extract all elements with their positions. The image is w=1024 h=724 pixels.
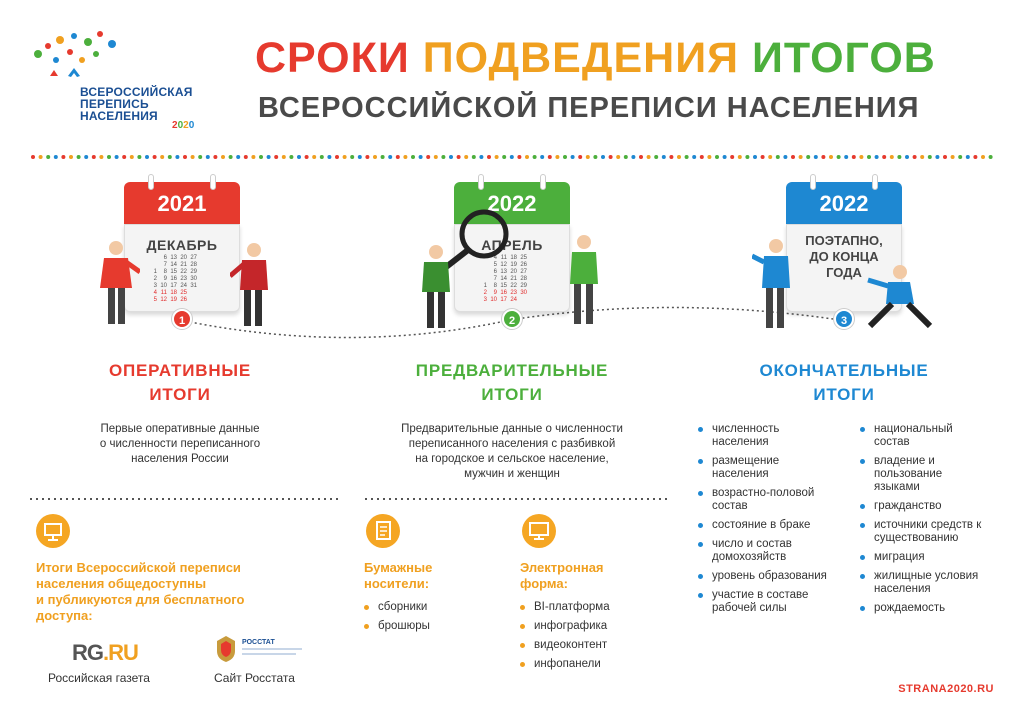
final-results-item: миграция xyxy=(860,551,990,564)
final-results-item: владение и пользование языками xyxy=(860,455,990,494)
calendar-december-2021 xyxy=(124,182,240,312)
paper-media-list xyxy=(364,601,494,639)
calendar-ring-icon xyxy=(148,174,154,190)
final-results-item: источники средств к существованию xyxy=(860,519,990,545)
electronic-form-title: Электронная форма: xyxy=(520,560,604,591)
presentation-icon xyxy=(36,514,70,548)
calendar-ring-icon xyxy=(478,174,484,190)
final-results-item: участие в составе рабочей силы xyxy=(698,589,828,615)
final-results-item: гражданство xyxy=(860,500,990,513)
final-results-list-2 xyxy=(860,423,1010,621)
rosstat-subtitle-line xyxy=(242,653,296,655)
dotted-divider xyxy=(30,154,994,160)
person-illustration-icon xyxy=(96,240,140,330)
stage-number-1: 1 xyxy=(172,309,192,329)
electronic-form-item: BI-платформа xyxy=(520,601,670,614)
operative-description: Первые оперативные данные о численности переписанного населения России xyxy=(99,423,261,465)
final-results-item: рождаемость xyxy=(860,602,990,615)
stage-number-3: 3 xyxy=(834,309,854,329)
final-results-item: возрастно-половой состав xyxy=(698,487,828,513)
logo-year: 2020 xyxy=(172,120,195,131)
logo-text: ВСЕРОССИЙСКАЯ ПЕРЕПИСЬ НАСЕЛЕНИЯ xyxy=(80,85,193,123)
census-logo xyxy=(30,30,220,140)
stage-number-2: 2 xyxy=(502,309,522,329)
calendar-month: ДЕКАБРЬ xyxy=(146,237,218,253)
rosstat-logo: РОССТАТ xyxy=(242,639,275,646)
final-results-item: жилищные условия населения xyxy=(860,570,990,596)
final-results-item: размещение населения xyxy=(698,455,828,481)
paper-media-item: сборники xyxy=(364,601,494,614)
calendar-year: 2022 xyxy=(454,182,570,224)
preliminary-description: Предварительные данные о численности переписанного населения с разбивкой на городское и сельское население, мужчин и женщин xyxy=(401,423,623,480)
footer-site-link[interactable]: STRANA2020.RU xyxy=(898,683,994,695)
final-results-item: состояние в браке xyxy=(698,519,828,532)
title-word: ПОДВЕДЕНИЯ xyxy=(409,34,740,82)
calendar-grid-icon: 6 13 20 27 7 14 21 28 1 8 15 22 29 2 9 16 23 30 3 10 17 24 31 4 11 18 25 5 12 19 26 xyxy=(153,255,197,303)
heading-preliminary-results: ПРЕДВАРИТЕЛЬНЫЕ ИТОГИ xyxy=(415,361,609,404)
rosstat-subtitle-line xyxy=(242,648,302,650)
public-access-text: Итоги Всероссийской переписи населения общедоступны и публикуются для бесплатного доступа: xyxy=(36,560,245,623)
final-results-item: число и состав домохозяйств xyxy=(698,538,828,564)
calendar-month: АПРЕЛЬ xyxy=(481,237,543,253)
page-title-text xyxy=(255,34,936,82)
electronic-form-list xyxy=(520,601,670,677)
electronic-form-item: инфографика xyxy=(520,620,670,633)
electronic-form-item: видеоконтент xyxy=(520,639,670,652)
source-rosstat-label: Сайт Росстата xyxy=(214,671,295,685)
final-results-item: численность населения xyxy=(698,423,828,449)
person-illustration-icon xyxy=(230,242,274,332)
calendar-ring-icon xyxy=(810,174,816,190)
final-results-item: национальный состав xyxy=(860,423,990,449)
rosstat-emblem-icon xyxy=(214,634,238,664)
person-illustration-icon xyxy=(562,232,606,332)
final-results-list-1 xyxy=(698,423,848,621)
calendar-ring-icon xyxy=(210,174,216,190)
calendar-note: ПОЭТАПНО, ДО КОНЦА ГОДА xyxy=(805,233,883,280)
logo-confetti-icon xyxy=(30,30,150,90)
calendar-ring-icon xyxy=(872,174,878,190)
monitor-icon xyxy=(522,514,556,548)
title-word: СРОКИ xyxy=(255,34,410,82)
electronic-form-item: инфопанели xyxy=(520,658,670,671)
paper-media-title: Бумажные носители: xyxy=(364,560,433,591)
page-title xyxy=(255,34,936,83)
page-subtitle: ВСЕРОССИЙСКОЙ ПЕРЕПИСИ НАСЕЛЕНИЯ xyxy=(258,92,920,124)
source-rg-label: Российская газета xyxy=(48,671,150,685)
paper-media-item: брошюры xyxy=(364,620,494,633)
final-results-item: уровень образования xyxy=(698,570,828,583)
person-illustration-icon xyxy=(416,244,460,334)
heading-operative-results: ОПЕРАТИВНЫЕ ИТОГИ xyxy=(109,361,251,404)
person-illustration-icon xyxy=(866,264,936,334)
calendar-ring-icon xyxy=(540,174,546,190)
person-illustration-icon xyxy=(752,238,796,334)
calendar-year: 2021 xyxy=(124,182,240,224)
heading-final-results: ОКОНЧАТЕЛЬНЫЕ ИТОГИ xyxy=(759,361,929,404)
document-icon xyxy=(366,514,400,548)
section-divider xyxy=(30,497,670,501)
title-word: ИТОГОВ xyxy=(739,34,936,82)
calendar-grid-icon: 4 11 18 25 5 12 19 26 6 13 20 27 7 14 21 28 1 8 15 22 29 2 9 16 23 30 3 10 17 24 xyxy=(483,255,527,303)
rg-logo: RG.RU xyxy=(72,640,138,665)
calendar-year: 2022 xyxy=(786,182,902,224)
